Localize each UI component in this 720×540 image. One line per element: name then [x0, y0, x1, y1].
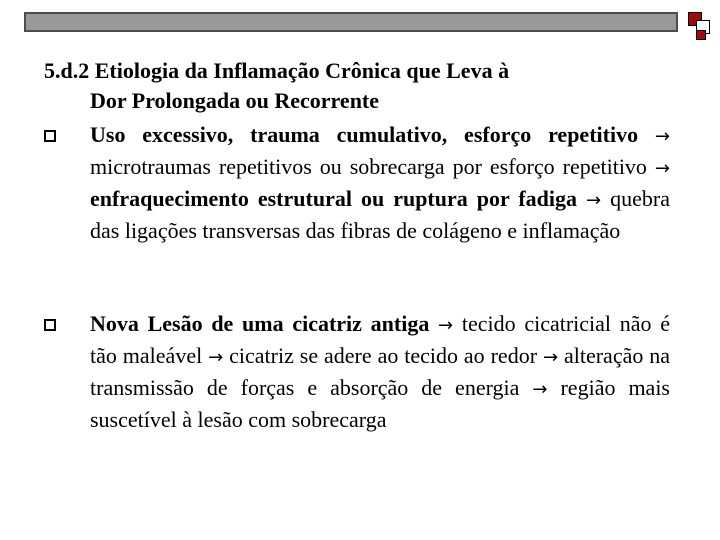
arrow-right-icon: → — [654, 158, 671, 179]
bullet-2-part-8: região mais suscetível à lesão com sobrecarga — [90, 375, 670, 432]
bullet-square-icon — [44, 130, 56, 142]
arrow-right-icon: → — [542, 347, 559, 368]
decorative-square-3 — [696, 30, 706, 40]
bullet-2-part-0: Nova Lesão de uma cicatriz antiga — [90, 311, 430, 336]
bullet-1-part-2: microtraumas repetitivos ou sobrecarga por esforço repetitivo — [90, 154, 647, 179]
bullet-paragraph-2 — [90, 309, 670, 435]
arrow-right-icon: → — [532, 379, 548, 400]
bullet-1-part-0: Uso excessivo, trauma cumulativo, esforço repetitivo — [90, 122, 639, 147]
bullet-2-part-4: cicatriz se adere ao tecido ao redor — [229, 343, 538, 368]
bullet-square-icon — [44, 319, 56, 331]
arrow-right-icon: → — [438, 315, 454, 336]
bullet-1-part-4: enfraquecimento estrutural ou ruptura por fadiga — [90, 186, 578, 211]
decorative-top-bar — [24, 12, 678, 32]
bullet-paragraph-1 — [90, 120, 670, 246]
arrow-right-icon: → — [586, 190, 602, 211]
bullet-1-part-6: quebra das ligações transversas das fibras de colágeno e inflamação — [90, 186, 671, 243]
bullet-2-part-2: tecido cicatricial não é tão maleável — [90, 311, 671, 368]
arrow-right-icon: → — [654, 126, 670, 147]
title-line-1: 5.d.2 Etiologia da Inflamação Crônica que Leva à — [44, 58, 510, 83]
bullet-2-part-6: alteração na transmissão de forças e absorção de energia — [90, 343, 671, 400]
slide-title — [44, 56, 684, 116]
title-line-2: Dor Prolongada ou Recorrente — [90, 88, 380, 113]
arrow-right-icon: → — [208, 347, 224, 368]
